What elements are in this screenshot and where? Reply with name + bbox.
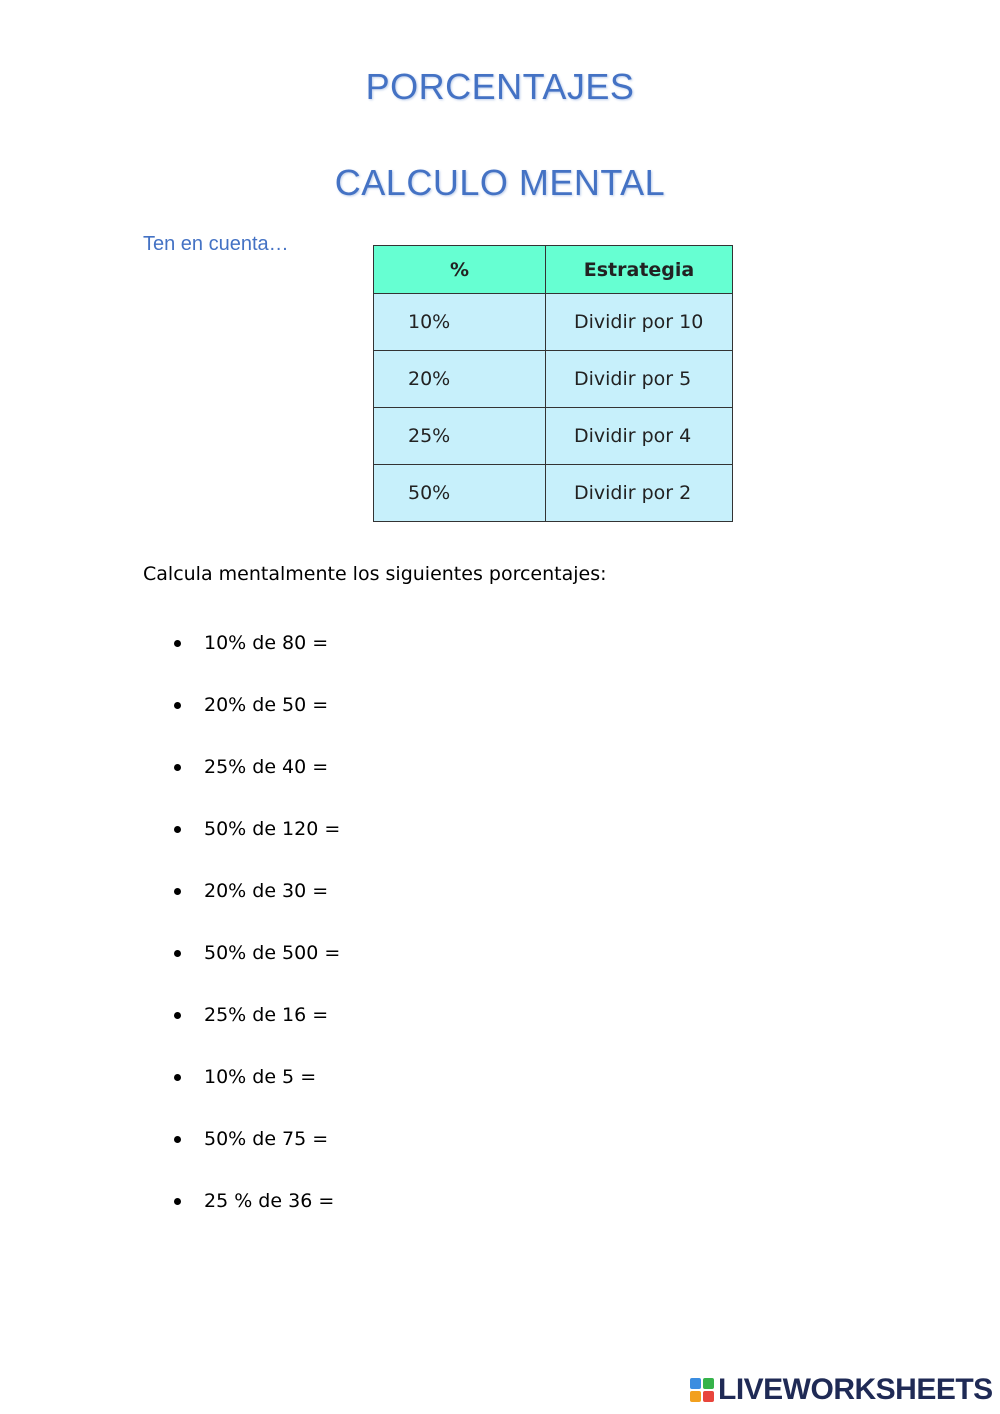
page-title: PORCENTAJES	[365, 66, 635, 107]
logo-square	[690, 1378, 701, 1389]
liveworksheets-logo	[690, 1374, 993, 1406]
header-percent: %	[374, 246, 546, 294]
exercise-item	[0, 612, 340, 674]
exercise-item	[0, 1046, 340, 1108]
instruction-text: Calcula mentalmente los siguientes porcentajes:	[143, 563, 607, 585]
exercise-item	[0, 674, 340, 736]
bullet-icon	[174, 826, 181, 833]
exercise-list	[0, 612, 340, 1232]
logo-square	[703, 1391, 714, 1402]
exercise-item	[0, 736, 340, 798]
exercise-text: 25% de 16 =	[204, 1004, 329, 1026]
table-row	[374, 408, 733, 465]
exercise-item	[0, 860, 340, 922]
strategy-table	[373, 245, 733, 522]
bullet-icon	[174, 1198, 181, 1205]
exercise-item	[0, 798, 340, 860]
logo-square	[703, 1378, 714, 1389]
exercise-item	[0, 922, 340, 984]
bullet-icon	[174, 640, 181, 647]
bullet-icon	[174, 950, 181, 957]
table-cell-percent: 20%	[374, 351, 546, 408]
table-cell-percent: 50%	[374, 465, 546, 522]
table-cell-strategy: Dividir por 2	[546, 465, 733, 522]
note-text: Ten en cuenta…	[143, 233, 289, 255]
exercise-text: 20% de 30 =	[204, 880, 329, 902]
logo-mark-icon	[690, 1378, 714, 1402]
exercise-item	[0, 984, 340, 1046]
table-row	[374, 465, 733, 522]
exercise-text: 25 % de 36 =	[204, 1190, 335, 1212]
exercise-item	[0, 1108, 340, 1170]
header-strategy: Estrategia	[546, 246, 733, 294]
table-cell-percent: 25%	[374, 408, 546, 465]
logo-wordmark: LIVEWORKSHEETS	[718, 1373, 993, 1406]
bullet-icon	[174, 1074, 181, 1081]
table-row	[374, 294, 733, 351]
logo-square	[690, 1391, 701, 1402]
table-cell-strategy: Dividir por 5	[546, 351, 733, 408]
table-header-row	[374, 246, 733, 294]
bullet-icon	[174, 888, 181, 895]
table-cell-strategy: Dividir por 10	[546, 294, 733, 351]
exercise-text: 10% de 80 =	[204, 632, 329, 654]
exercise-text: 50% de 75 =	[204, 1128, 329, 1150]
table-row	[374, 351, 733, 408]
table-cell-strategy: Dividir por 4	[546, 408, 733, 465]
exercise-text: 50% de 500 =	[204, 942, 341, 964]
bullet-icon	[174, 702, 181, 709]
exercise-item	[0, 1170, 340, 1232]
bullet-icon	[174, 1136, 181, 1143]
table-cell-percent: 10%	[374, 294, 546, 351]
exercise-text: 20% de 50 =	[204, 694, 329, 716]
page-subtitle: CALCULO MENTAL	[334, 162, 666, 203]
bullet-icon	[174, 1012, 181, 1019]
exercise-text: 50% de 120 =	[204, 818, 341, 840]
bullet-icon	[174, 764, 181, 771]
exercise-text: 10% de 5 =	[204, 1066, 317, 1088]
exercise-text: 25% de 40 =	[204, 756, 329, 778]
